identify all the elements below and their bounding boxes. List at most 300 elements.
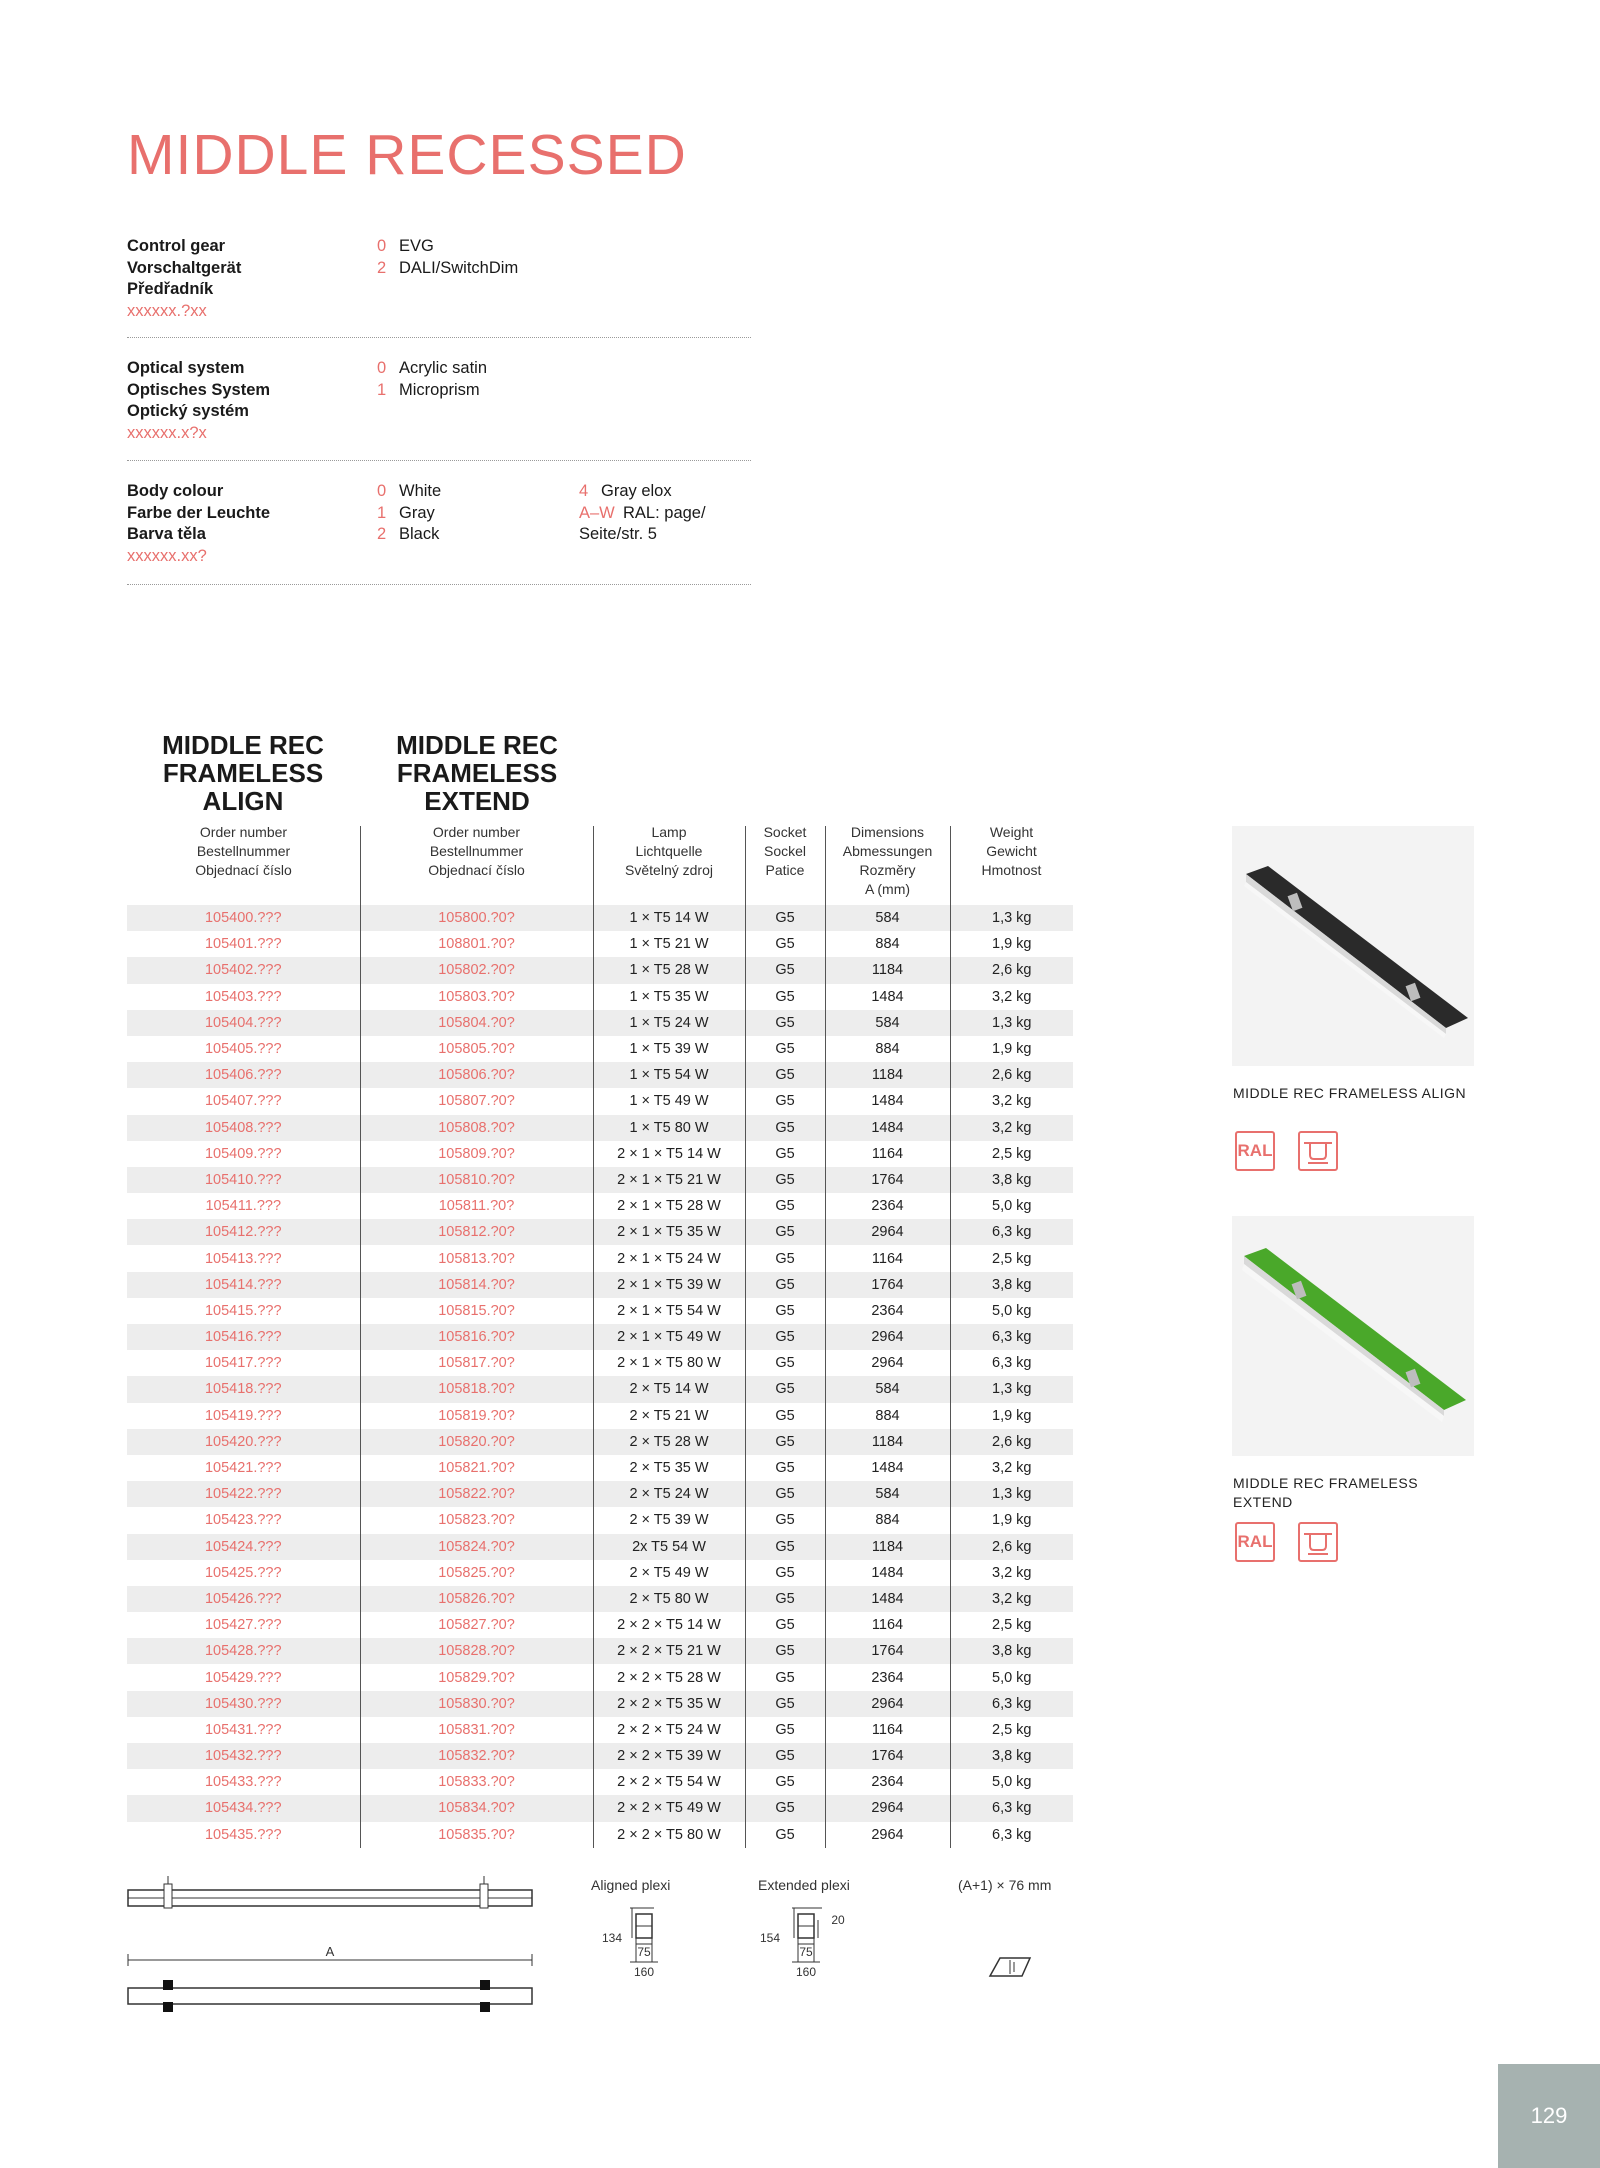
dimension-cell: 1764 bbox=[825, 1743, 950, 1769]
table-row bbox=[127, 1141, 1073, 1167]
order-number-extend-cell: 105812.?0? bbox=[360, 1219, 593, 1245]
order-number-extend-cell: 105810.?0? bbox=[360, 1167, 593, 1193]
table-row bbox=[127, 1717, 1073, 1743]
page-number: 129 bbox=[1498, 2064, 1600, 2168]
column-divider bbox=[950, 826, 951, 906]
dimension-cell: 2364 bbox=[825, 1193, 950, 1219]
header-lamp: Lamp Lichtquelle Světelný zdroj bbox=[625, 824, 713, 878]
option-name: Předřadník bbox=[127, 280, 214, 298]
option-name: Barva těla bbox=[127, 525, 206, 543]
weight-cell: 3,2 kg bbox=[950, 1560, 1073, 1586]
table-row bbox=[127, 931, 1073, 957]
socket-cell: G5 bbox=[745, 1769, 825, 1795]
socket-cell: G5 bbox=[745, 1350, 825, 1376]
order-number-align-cell: 105431.??? bbox=[204, 1721, 282, 1738]
weight-cell: 1,3 kg bbox=[950, 905, 1073, 931]
order-number-align-cell: 105408.??? bbox=[127, 1115, 360, 1141]
dimension-cell: 2364 bbox=[825, 1664, 950, 1690]
order-number-align-cell: 105406.??? bbox=[127, 1062, 360, 1088]
order-number-align-cell: 105411.??? bbox=[205, 1198, 282, 1215]
table-row bbox=[127, 1586, 1073, 1612]
table-row bbox=[127, 1507, 1073, 1533]
order-number-extend-cell: 105827.?0? bbox=[360, 1612, 593, 1638]
order-number-align-cell: 105434.??? bbox=[127, 1795, 360, 1821]
table-row bbox=[127, 1376, 1073, 1402]
table-row bbox=[127, 1245, 1073, 1271]
order-number-extend-cell: 105822.?0? bbox=[360, 1481, 593, 1507]
order-number-extend-cell: 105804.?0? bbox=[360, 1010, 593, 1036]
order-number-extend-cell: 105803.?0? bbox=[360, 984, 593, 1010]
order-number-extend-cell: 105823.?0? bbox=[360, 1507, 593, 1533]
optical-system-block bbox=[127, 358, 751, 448]
socket-cell: G5 bbox=[745, 1088, 825, 1114]
order-number-extend-cell: 105811.?0? bbox=[360, 1193, 593, 1219]
weight-cell: 6,3 kg bbox=[950, 1324, 1073, 1350]
order-number-align-cell: 105413.??? bbox=[204, 1250, 282, 1267]
header-dimensions: Dimensions Abmessungen Rozměry A (mm) bbox=[842, 824, 933, 897]
socket-cell: G5 bbox=[745, 1403, 825, 1429]
option-name: Optický systém bbox=[127, 402, 249, 420]
order-number-align-cell: 105405.??? bbox=[204, 1041, 282, 1058]
dimension-cell: 884 bbox=[825, 931, 950, 957]
table-row bbox=[127, 1822, 1073, 1848]
socket-cell: G5 bbox=[745, 1507, 825, 1533]
recessed-mount-icon bbox=[1298, 1131, 1338, 1171]
weight-cell: 2,5 kg bbox=[950, 1612, 1073, 1638]
dimension-cell: 1484 bbox=[825, 984, 950, 1010]
lamp-cell: 2x T5 54 W bbox=[593, 1534, 745, 1560]
option-code: xxxxxx.x?x bbox=[127, 423, 207, 442]
option-value: Seite/str. 5 bbox=[579, 525, 657, 543]
dimension-cell: 1484 bbox=[825, 1088, 950, 1114]
dimension-cell: 1164 bbox=[825, 1717, 950, 1743]
table-row bbox=[127, 984, 1073, 1010]
svg-text:154: 154 bbox=[760, 1931, 781, 1945]
dimension-cell: 1764 bbox=[825, 1272, 950, 1298]
weight-cell: 3,2 kg bbox=[950, 1088, 1073, 1114]
divider bbox=[127, 584, 751, 585]
table-row bbox=[127, 1560, 1073, 1586]
order-number-extend-cell: 105824.?0? bbox=[360, 1534, 593, 1560]
lamp-cell: 2 × 1 × T5 35 W bbox=[593, 1219, 745, 1245]
dimension-cell: 584 bbox=[825, 1376, 950, 1402]
lamp-cell: 1 × T5 24 W bbox=[593, 1010, 745, 1036]
table-row bbox=[127, 905, 1073, 931]
column-title-extend: MIDDLE REC FRAMELESS EXTEND bbox=[396, 730, 558, 816]
order-number-extend-cell: 105815.?0? bbox=[360, 1298, 593, 1324]
lamp-cell: 2 × T5 80 W bbox=[593, 1586, 745, 1612]
order-number-align-cell: 105435.??? bbox=[204, 1826, 282, 1843]
side-view-drawing bbox=[120, 1868, 540, 2028]
lamp-cell: 2 × 1 × T5 14 W bbox=[593, 1141, 745, 1167]
order-number-extend-cell: 105806.?0? bbox=[360, 1062, 593, 1088]
weight-cell: 3,8 kg bbox=[950, 1167, 1073, 1193]
table-row bbox=[127, 1298, 1073, 1324]
dimension-cell: 1184 bbox=[825, 1062, 950, 1088]
socket-cell: G5 bbox=[745, 1219, 825, 1245]
weight-cell: 3,8 kg bbox=[950, 1638, 1073, 1664]
order-number-align-cell: 105412.??? bbox=[127, 1219, 360, 1245]
weight-cell: 5,0 kg bbox=[950, 1193, 1073, 1219]
product-caption-align: MIDDLE REC FRAMELESS ALIGN bbox=[1233, 1085, 1467, 1101]
table-row bbox=[127, 1403, 1073, 1429]
option-name: Control gear bbox=[127, 237, 226, 255]
weight-cell: 2,6 kg bbox=[950, 1429, 1073, 1455]
lamp-cell: 2 × T5 14 W bbox=[593, 1376, 745, 1402]
aligned-plexi-label: Aligned plexi bbox=[591, 1877, 671, 1893]
table-body bbox=[127, 905, 1073, 1848]
socket-cell: G5 bbox=[745, 984, 825, 1010]
lamp-cell: 2 × 1 × T5 49 W bbox=[593, 1324, 745, 1350]
table-row bbox=[127, 1743, 1073, 1769]
weight-cell: 3,2 kg bbox=[950, 1455, 1073, 1481]
dimension-cell: 2964 bbox=[825, 1691, 950, 1717]
socket-cell: G5 bbox=[745, 1272, 825, 1298]
weight-cell: 3,2 kg bbox=[950, 984, 1073, 1010]
svg-text:75: 75 bbox=[799, 1945, 813, 1959]
order-number-extend-cell: 105808.?0? bbox=[360, 1115, 593, 1141]
weight-cell: 3,2 kg bbox=[950, 1115, 1073, 1141]
lamp-cell: 2 × 1 × T5 80 W bbox=[593, 1350, 745, 1376]
dimension-cell: 884 bbox=[825, 1403, 950, 1429]
table-row bbox=[127, 1167, 1073, 1193]
socket-cell: G5 bbox=[745, 1560, 825, 1586]
order-number-extend-cell: 105832.?0? bbox=[360, 1743, 593, 1769]
dimension-cell: 884 bbox=[825, 1507, 950, 1533]
weight-cell: 3,2 kg bbox=[950, 1586, 1073, 1612]
order-number-extend-cell: 105819.?0? bbox=[360, 1403, 593, 1429]
socket-cell: G5 bbox=[745, 1822, 825, 1848]
option-name: Body colour bbox=[127, 482, 224, 500]
socket-cell: G5 bbox=[745, 1062, 825, 1088]
order-number-align-cell: 105428.??? bbox=[127, 1638, 360, 1664]
extended-plexi-section bbox=[758, 1904, 858, 2000]
weight-cell: 1,9 kg bbox=[950, 1036, 1073, 1062]
luminaire-extend-image bbox=[1232, 1216, 1474, 1456]
dimension-cell: 1484 bbox=[825, 1115, 950, 1141]
lamp-cell: 2 × 1 × T5 24 W bbox=[593, 1245, 745, 1271]
lamp-cell: 2 × 1 × T5 54 W bbox=[593, 1298, 745, 1324]
weight-cell: 5,0 kg bbox=[950, 1298, 1073, 1324]
option-value: 1 Microprism bbox=[377, 380, 480, 399]
option-value: 1 Gray bbox=[377, 503, 435, 522]
order-number-extend-cell: 105805.?0? bbox=[360, 1036, 593, 1062]
order-number-align-cell: 105415.??? bbox=[204, 1302, 282, 1319]
option-value: 0 Acrylic satin bbox=[377, 359, 488, 377]
product-caption-extend: MIDDLE REC FRAMELESS EXTEND bbox=[1233, 1475, 1419, 1510]
dimension-cell: 2964 bbox=[825, 1219, 950, 1245]
order-number-extend-cell: 105817.?0? bbox=[360, 1350, 593, 1376]
order-number-extend-cell: 105833.?0? bbox=[360, 1769, 593, 1795]
dimension-cell: 2964 bbox=[825, 1795, 950, 1821]
lamp-cell: 2 × 2 × T5 14 W bbox=[593, 1612, 745, 1638]
dimension-cell: 2364 bbox=[825, 1298, 950, 1324]
order-number-align-cell: 105419.??? bbox=[204, 1407, 282, 1424]
table-row bbox=[127, 1272, 1073, 1298]
column-divider bbox=[360, 826, 361, 906]
order-number-extend-cell: 105800.?0? bbox=[360, 905, 593, 931]
weight-cell: 2,6 kg bbox=[950, 1534, 1073, 1560]
table-row bbox=[127, 957, 1073, 983]
weight-cell: 6,3 kg bbox=[950, 1219, 1073, 1245]
divider bbox=[127, 337, 751, 338]
socket-cell: G5 bbox=[745, 1141, 825, 1167]
column-divider bbox=[825, 826, 826, 906]
dimension-cell: 1764 bbox=[825, 1638, 950, 1664]
order-number-align-cell: 105410.??? bbox=[127, 1167, 360, 1193]
order-number-extend-cell: 105816.?0? bbox=[360, 1324, 593, 1350]
product-image-extend bbox=[1232, 1216, 1474, 1456]
order-number-align-cell: 105433.??? bbox=[204, 1774, 282, 1791]
weight-cell: 1,9 kg bbox=[950, 1507, 1073, 1533]
order-number-align-cell: 105427.??? bbox=[204, 1617, 282, 1634]
order-number-align-cell: 105417.??? bbox=[204, 1355, 282, 1372]
dimension-cell: 1164 bbox=[825, 1245, 950, 1271]
dimension-cell: 2964 bbox=[825, 1350, 950, 1376]
option-name: Optisches System bbox=[127, 380, 271, 399]
table-row bbox=[127, 1612, 1073, 1638]
lamp-cell: 1 × T5 35 W bbox=[593, 984, 745, 1010]
weight-cell: 6,3 kg bbox=[950, 1822, 1073, 1848]
socket-cell: G5 bbox=[745, 1010, 825, 1036]
luminaire-body bbox=[1244, 1248, 1466, 1410]
dimension-cell: 2364 bbox=[825, 1769, 950, 1795]
order-number-extend-cell: 108801.?0? bbox=[360, 931, 593, 957]
column-divider bbox=[593, 826, 594, 906]
dimension-cell: 2964 bbox=[825, 1324, 950, 1350]
lamp-cell: 2 × 2 × T5 49 W bbox=[593, 1795, 745, 1821]
socket-cell: G5 bbox=[745, 1115, 825, 1141]
page-title: MIDDLE RECESSED bbox=[127, 123, 687, 187]
svg-text:160: 160 bbox=[633, 1965, 655, 1979]
dimension-cell: 2964 bbox=[825, 1822, 950, 1848]
recessed-mount-icon bbox=[1298, 1522, 1338, 1562]
order-number-align-cell: 105416.??? bbox=[127, 1324, 360, 1350]
option-value: 2 DALI/SwitchDim bbox=[377, 258, 519, 277]
control-gear-block bbox=[127, 236, 751, 326]
lamp-cell: 2 × 2 × T5 54 W bbox=[593, 1769, 745, 1795]
socket-cell: G5 bbox=[745, 957, 825, 983]
option-name: Vorschaltgerät bbox=[127, 258, 242, 277]
weight-cell: 2,5 kg bbox=[950, 1141, 1073, 1167]
lamp-cell: 2 × 1 × T5 28 W bbox=[593, 1193, 745, 1219]
socket-cell: G5 bbox=[745, 1193, 825, 1219]
option-name: Optical system bbox=[127, 359, 245, 377]
weight-cell: 3,8 kg bbox=[950, 1272, 1073, 1298]
header-weight: Weight Gewicht Hmotnost bbox=[981, 824, 1042, 878]
dimension-cell: 1184 bbox=[825, 1534, 950, 1560]
table-row bbox=[127, 1010, 1073, 1036]
order-number-extend-cell: 105821.?0? bbox=[360, 1455, 593, 1481]
lamp-cell: 2 × 2 × T5 39 W bbox=[593, 1743, 745, 1769]
order-number-align-cell: 105407.??? bbox=[204, 1093, 282, 1110]
option-value: 4 Gray elox bbox=[579, 482, 672, 500]
weight-cell: 1,3 kg bbox=[950, 1010, 1073, 1036]
lamp-cell: 2 × 2 × T5 35 W bbox=[593, 1691, 745, 1717]
dimension-cell: 1484 bbox=[825, 1586, 950, 1612]
socket-cell: G5 bbox=[745, 1429, 825, 1455]
order-table bbox=[127, 905, 1073, 1848]
order-number-align-cell: 105430.??? bbox=[127, 1691, 360, 1717]
socket-cell: G5 bbox=[745, 1481, 825, 1507]
table-row bbox=[127, 1088, 1073, 1114]
table-row bbox=[127, 1691, 1073, 1717]
order-number-align-cell: 105421.??? bbox=[204, 1460, 282, 1477]
ceiling-cutout-icon bbox=[986, 1952, 1036, 1982]
order-number-align-cell: 105418.??? bbox=[127, 1376, 360, 1402]
lamp-cell: 2 × T5 24 W bbox=[593, 1481, 745, 1507]
lamp-cell: 2 × 2 × T5 28 W bbox=[593, 1664, 745, 1690]
socket-cell: G5 bbox=[745, 1612, 825, 1638]
order-number-align-cell: 105401.??? bbox=[204, 936, 282, 953]
order-number-extend-cell: 105802.?0? bbox=[360, 957, 593, 983]
svg-text:160: 160 bbox=[795, 1965, 817, 1979]
option-code: xxxxxx.xx? bbox=[127, 546, 207, 565]
socket-cell: G5 bbox=[745, 1534, 825, 1560]
table-row bbox=[127, 1036, 1073, 1062]
luminaire-align-image bbox=[1232, 826, 1474, 1066]
weight-cell: 3,8 kg bbox=[950, 1743, 1073, 1769]
order-number-extend-cell: 105828.?0? bbox=[360, 1638, 593, 1664]
ral-icon: RAL bbox=[1235, 1522, 1275, 1562]
table-row bbox=[127, 1481, 1073, 1507]
weight-cell: 5,0 kg bbox=[950, 1769, 1073, 1795]
lamp-cell: 1 × T5 49 W bbox=[593, 1088, 745, 1114]
weight-cell: 6,3 kg bbox=[950, 1350, 1073, 1376]
svg-text:75: 75 bbox=[637, 1945, 651, 1959]
weight-cell: 1,9 kg bbox=[950, 1403, 1073, 1429]
extended-plexi-label: Extended plexi bbox=[758, 1877, 850, 1893]
lamp-cell: 2 × T5 21 W bbox=[593, 1403, 745, 1429]
order-number-align-cell: 105424.??? bbox=[127, 1534, 360, 1560]
socket-cell: G5 bbox=[745, 1638, 825, 1664]
weight-cell: 1,3 kg bbox=[950, 1376, 1073, 1402]
weight-cell: 1,3 kg bbox=[950, 1481, 1073, 1507]
product-image-align bbox=[1232, 826, 1474, 1066]
order-number-align-cell: 105404.??? bbox=[127, 1010, 360, 1036]
order-number-align-cell: 105426.??? bbox=[127, 1586, 360, 1612]
svg-text:20: 20 bbox=[831, 1913, 845, 1927]
socket-cell: G5 bbox=[745, 1455, 825, 1481]
option-name: Farbe der Leuchte bbox=[127, 503, 271, 522]
dimension-cell: 884 bbox=[825, 1036, 950, 1062]
order-number-extend-cell: 105813.?0? bbox=[360, 1245, 593, 1271]
lamp-cell: 1 × T5 14 W bbox=[593, 905, 745, 931]
order-number-extend-cell: 105825.?0? bbox=[360, 1560, 593, 1586]
lamp-cell: 2 × T5 39 W bbox=[593, 1507, 745, 1533]
lamp-cell: 2 × 2 × T5 80 W bbox=[593, 1822, 745, 1848]
divider bbox=[127, 460, 751, 461]
dimension-cell: 1164 bbox=[825, 1612, 950, 1638]
dimension-cell: 1164 bbox=[825, 1141, 950, 1167]
socket-cell: G5 bbox=[745, 1691, 825, 1717]
header-order-number-extend: Order number Bestellnummer Objednací číslo bbox=[428, 824, 525, 878]
order-number-align-cell: 105402.??? bbox=[127, 957, 360, 983]
header-order-number-align: Order number Bestellnummer Objednací číslo bbox=[195, 824, 292, 878]
column-title-align: MIDDLE REC FRAMELESS ALIGN bbox=[162, 730, 324, 816]
lamp-cell: 2 × 1 × T5 39 W bbox=[593, 1272, 745, 1298]
table-row bbox=[127, 1769, 1073, 1795]
table-row bbox=[127, 1219, 1073, 1245]
order-number-extend-cell: 105834.?0? bbox=[360, 1795, 593, 1821]
dimension-cell: 1184 bbox=[825, 957, 950, 983]
order-number-extend-cell: 105830.?0? bbox=[360, 1691, 593, 1717]
socket-cell: G5 bbox=[745, 1298, 825, 1324]
lamp-cell: 1 × T5 21 W bbox=[593, 931, 745, 957]
dimension-cell: 1764 bbox=[825, 1167, 950, 1193]
dimension-cell: 584 bbox=[825, 1481, 950, 1507]
order-number-align-cell: 105403.??? bbox=[204, 988, 282, 1005]
lamp-cell: 2 × T5 35 W bbox=[593, 1455, 745, 1481]
weight-cell: 2,6 kg bbox=[950, 1062, 1073, 1088]
table-row bbox=[127, 1115, 1073, 1141]
option-value: A–W RAL: page/ bbox=[579, 503, 706, 522]
weight-cell: 5,0 kg bbox=[950, 1664, 1073, 1690]
order-number-align-cell: 105422.??? bbox=[127, 1481, 360, 1507]
table-row bbox=[127, 1638, 1073, 1664]
option-code: xxxxxx.?xx bbox=[127, 301, 207, 320]
svg-text:134: 134 bbox=[602, 1931, 623, 1945]
table-row bbox=[127, 1534, 1073, 1560]
table-row bbox=[127, 1062, 1073, 1088]
order-number-align-cell: 105420.??? bbox=[127, 1429, 360, 1455]
socket-cell: G5 bbox=[745, 1376, 825, 1402]
table-row bbox=[127, 1429, 1073, 1455]
option-value: 0 White bbox=[377, 482, 442, 500]
order-number-align-cell: 105432.??? bbox=[127, 1743, 360, 1769]
order-number-extend-cell: 105809.?0? bbox=[360, 1141, 593, 1167]
dimension-cell: 584 bbox=[825, 905, 950, 931]
lamp-cell: 2 × T5 49 W bbox=[593, 1560, 745, 1586]
order-number-align-cell: 105423.??? bbox=[204, 1512, 282, 1529]
order-number-extend-cell: 105835.?0? bbox=[360, 1822, 593, 1848]
lamp-cell: 2 × T5 28 W bbox=[593, 1429, 745, 1455]
socket-cell: G5 bbox=[745, 1795, 825, 1821]
order-number-align-cell: 105400.??? bbox=[127, 905, 360, 931]
order-number-extend-cell: 105826.?0? bbox=[360, 1586, 593, 1612]
lamp-cell: 2 × 1 × T5 21 W bbox=[593, 1167, 745, 1193]
socket-cell: G5 bbox=[745, 1036, 825, 1062]
socket-cell: G5 bbox=[745, 1324, 825, 1350]
dimension-cell: 1184 bbox=[825, 1429, 950, 1455]
weight-cell: 2,5 kg bbox=[950, 1245, 1073, 1271]
lamp-cell: 2 × 2 × T5 21 W bbox=[593, 1638, 745, 1664]
lamp-cell: 1 × T5 28 W bbox=[593, 957, 745, 983]
weight-cell: 1,9 kg bbox=[950, 931, 1073, 957]
ral-icon: RAL bbox=[1235, 1131, 1275, 1171]
order-number-align-cell: 105409.??? bbox=[204, 1145, 282, 1162]
table-row bbox=[127, 1324, 1073, 1350]
dimension-cell: 584 bbox=[825, 1010, 950, 1036]
luminaire-body bbox=[1246, 866, 1468, 1028]
order-number-align-cell: 105425.??? bbox=[204, 1564, 282, 1581]
socket-cell: G5 bbox=[745, 1586, 825, 1612]
lamp-cell: 1 × T5 80 W bbox=[593, 1115, 745, 1141]
socket-cell: G5 bbox=[745, 931, 825, 957]
order-number-extend-cell: 105831.?0? bbox=[360, 1717, 593, 1743]
cutout-label: (A+1) × 76 mm bbox=[958, 1877, 1052, 1893]
socket-cell: G5 bbox=[745, 905, 825, 931]
order-number-extend-cell: 105807.?0? bbox=[360, 1088, 593, 1114]
body-colour-block bbox=[127, 481, 751, 571]
socket-cell: G5 bbox=[745, 1167, 825, 1193]
weight-cell: 2,6 kg bbox=[950, 957, 1073, 983]
weight-cell: 6,3 kg bbox=[950, 1795, 1073, 1821]
table-row bbox=[127, 1455, 1073, 1481]
dimension-cell: 1484 bbox=[825, 1455, 950, 1481]
socket-cell: G5 bbox=[745, 1664, 825, 1690]
order-number-extend-cell: 105829.?0? bbox=[360, 1664, 593, 1690]
